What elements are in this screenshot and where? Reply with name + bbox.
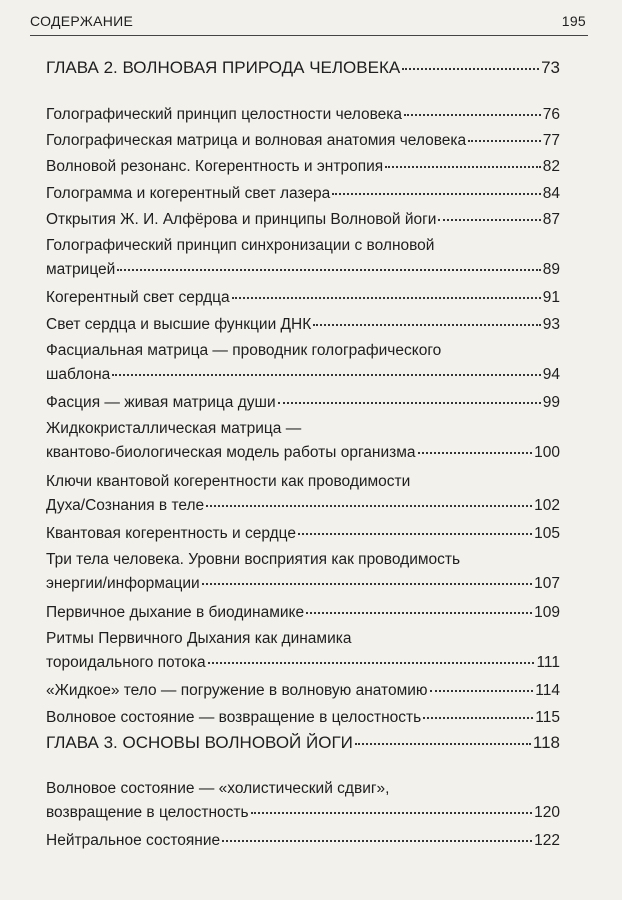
entry-page: 99 (542, 394, 560, 412)
leader-dots (117, 268, 540, 271)
entry-title: Голографический принцип синхронизации с волновой (46, 237, 435, 254)
entry-title: Волновое состояние — «холистический сдвиг», (46, 780, 390, 797)
entry-line (46, 651, 560, 675)
entry-page: 107 (534, 575, 560, 593)
entry-line (46, 313, 560, 337)
toc-entry (46, 234, 560, 282)
entry-line (46, 470, 560, 494)
leader-dots (438, 218, 540, 221)
toc-entry (46, 129, 560, 153)
entry-line (46, 441, 560, 465)
leader-dots (355, 742, 531, 745)
toc-entry (46, 706, 560, 730)
entry-page: 87 (542, 210, 560, 228)
entry-title: Голографический принцип целостности человека (46, 106, 403, 123)
entry-title: Квантовая когерентность и сердце (46, 525, 296, 543)
entry-page: 91 (542, 289, 560, 307)
toc-entry (46, 548, 560, 596)
chapter-page: 118 (532, 733, 560, 752)
entry-line (46, 391, 560, 415)
leader-dots (313, 323, 541, 326)
entry-line (46, 494, 560, 518)
toc-entry (46, 286, 560, 310)
entry-line (46, 601, 560, 625)
chapter-2-heading (46, 58, 560, 78)
entry-page: 114 (535, 682, 560, 700)
toc-entry (46, 155, 560, 179)
leader-dots (202, 582, 532, 585)
entry-line (46, 548, 560, 572)
entry-title: возвращение в целостность (46, 804, 249, 821)
entry-page: 94 (542, 365, 560, 383)
entry-title: энергии/информации (46, 575, 200, 593)
entry-title: Духа/Сознания в теле (46, 496, 205, 514)
entry-title: матрицей (46, 261, 116, 278)
entry-title: квантово-биологическая модель работы организма (46, 444, 416, 462)
chapter-3-heading (46, 733, 560, 753)
leader-dots (468, 139, 541, 142)
toc-entry (46, 313, 560, 337)
entry-page: 109 (534, 603, 560, 621)
toc-entry (46, 470, 560, 518)
entry-title: Первичное дыхание в биодинамике (46, 603, 305, 621)
entry-line (46, 417, 560, 441)
chapter-page: 73 (541, 58, 560, 77)
leader-dots (298, 532, 532, 535)
entry-page: 76 (542, 106, 560, 123)
toc-entry (46, 103, 560, 127)
entry-line (46, 572, 560, 596)
entry-title: Свет сердца и высшие функции ДНК (46, 315, 312, 333)
entry-page: 93 (542, 315, 560, 333)
entry-line (46, 339, 560, 363)
toc-entry (46, 208, 560, 232)
toc-entry (46, 182, 560, 206)
entry-page: 100 (534, 444, 560, 462)
toc-entry (46, 627, 560, 675)
leader-dots (306, 611, 532, 614)
entry-title: Фасциальная матрица — проводник голографического (46, 341, 442, 359)
leader-dots (222, 839, 532, 842)
entry-page: 102 (534, 496, 560, 514)
entry-line (46, 182, 560, 206)
entry-title: Когерентный свет сердца (46, 289, 230, 307)
entry-line (46, 208, 560, 232)
entry-line (46, 829, 560, 853)
entry-line (46, 777, 560, 801)
entry-title: Фасция — живая матрица души (46, 394, 276, 412)
entry-line (46, 234, 560, 258)
leader-dots (423, 716, 533, 719)
entry-title: Голографическая матрица и волновая анатомия человека (46, 132, 467, 150)
entry-line (46, 129, 560, 153)
entry-line (46, 103, 560, 127)
entry-line (46, 627, 560, 651)
toc-entry (46, 679, 560, 703)
leader-dots (385, 165, 541, 168)
entry-title: Волновой резонанс. Когерентность и энтропия (46, 158, 384, 176)
entry-page: 77 (542, 132, 560, 150)
leader-dots (332, 192, 540, 195)
entry-title: Ритмы Первичного Дыхания как динамика (46, 630, 352, 647)
entry-page: 122 (534, 832, 560, 850)
leader-dots (418, 451, 533, 454)
entry-title: Нейтральное состояние (46, 832, 221, 850)
chapter-title: ГЛАВА 3. ОСНОВЫ ВОЛНОВОЙ ЙОГИ (46, 733, 353, 752)
toc-entry (46, 777, 560, 825)
toc-entry (46, 391, 560, 415)
entry-title: Открытия Ж. И. Алфёрова и принципы Волновой йоги (46, 210, 437, 228)
toc-entry (46, 522, 560, 546)
chapter-title: ГЛАВА 2. ВОЛНОВАЯ ПРИРОДА ЧЕЛОВЕКА (46, 58, 401, 77)
entry-page: 111 (536, 654, 560, 671)
leader-dots (251, 811, 533, 814)
entry-page: 82 (542, 158, 560, 176)
entry-line (46, 258, 560, 282)
entry-title: шаблона (46, 365, 111, 383)
entry-title: Жидкокристаллическая матрица — (46, 420, 302, 438)
entry-title: Ключи квантовой когерентности как проводимости (46, 472, 411, 490)
section-title: СОДЕРЖАНИЕ (30, 13, 134, 29)
header-rule (30, 35, 588, 36)
leader-dots (278, 401, 541, 404)
leader-dots (232, 296, 541, 299)
entry-page: 105 (534, 525, 560, 543)
entry-title: Голограмма и когерентный свет лазера (46, 184, 331, 202)
running-header (30, 10, 586, 32)
leader-dots (402, 67, 539, 70)
entry-title: «Жидкое» тело — погружение в волновую анатомию (46, 682, 428, 700)
entry-page: 115 (535, 708, 560, 726)
entry-page: 84 (542, 184, 560, 202)
entry-line (46, 522, 560, 546)
entry-title: Волновое состояние — возвращение в целостность (46, 708, 422, 726)
leader-dots (404, 113, 541, 116)
entry-title: Три тела человека. Уровни восприятия как проводимость (46, 551, 461, 569)
entry-line (46, 363, 560, 387)
entry-line (46, 706, 560, 730)
leader-dots (430, 689, 534, 692)
leader-dots (206, 504, 532, 507)
entry-line (46, 155, 560, 179)
toc-entry (46, 601, 560, 625)
entry-page: 89 (542, 261, 560, 278)
page-number: 195 (561, 13, 586, 29)
entry-title: тороидального потока (46, 654, 206, 671)
toc-entry (46, 829, 560, 853)
entry-page: 120 (534, 804, 560, 821)
entry-line (46, 679, 560, 703)
leader-dots (208, 661, 535, 664)
entry-line (46, 286, 560, 310)
entry-line (46, 801, 560, 825)
leader-dots (112, 373, 540, 376)
toc-entry (46, 417, 560, 465)
toc-entry (46, 339, 560, 387)
